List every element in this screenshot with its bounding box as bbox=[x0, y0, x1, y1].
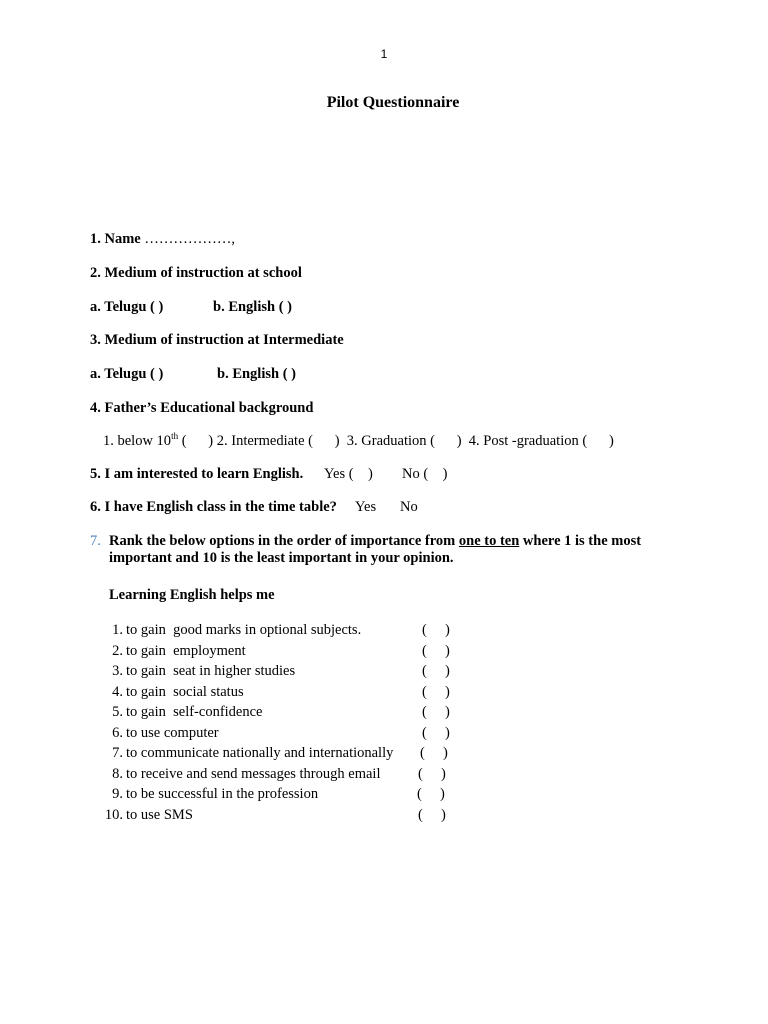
question-name bbox=[90, 230, 235, 248]
question-name-label: 1. Name bbox=[90, 231, 141, 247]
superscript-th: th bbox=[171, 431, 179, 442]
rank-blank: ( ) bbox=[422, 622, 450, 638]
question-father-education: 4. Father’s Educational background bbox=[90, 400, 314, 416]
name-blank: ………………, bbox=[144, 231, 235, 247]
option-school-english: b. English ( ) bbox=[213, 299, 292, 315]
rank-text-post: where 1 is the most bbox=[519, 533, 642, 549]
list-item-text: to gain seat in higher studies bbox=[126, 663, 296, 679]
question-medium-school: 2. Medium of instruction at school bbox=[90, 265, 302, 281]
option-remaining-levels: ( ) 2. Intermediate ( ) 3. Graduation ( ) 4. Post -graduation ( ) bbox=[178, 433, 614, 449]
list-item-number: 7. bbox=[112, 745, 123, 761]
list-item-number: 5. bbox=[112, 704, 123, 720]
question-english-class: 6. I have English class in the time table? bbox=[90, 499, 337, 515]
rank-list bbox=[101, 621, 481, 831]
page-number: 1 bbox=[380, 47, 388, 61]
question-interest-english: 5. I am interested to learn English. bbox=[90, 466, 304, 482]
rank-blank: ( ) bbox=[418, 765, 446, 782]
list-item-text: to use SMS bbox=[126, 806, 193, 823]
option-school-telugu: a. Telugu ( ) bbox=[90, 299, 164, 315]
list-item-text: to use computer bbox=[126, 724, 219, 741]
father-education-options bbox=[103, 432, 614, 450]
list-item-number: 10. bbox=[104, 806, 123, 823]
rank-blank: ( ) bbox=[422, 704, 450, 720]
rank-subheading: Learning English helps me bbox=[109, 587, 275, 603]
list-item-number: 2. bbox=[112, 642, 123, 659]
page-title: Pilot Questionnaire bbox=[326, 94, 460, 111]
list-item-text: to gain good marks in optional subjects. bbox=[126, 622, 362, 638]
rank-blank: ( ) bbox=[417, 786, 445, 802]
list-item-number: 6. bbox=[112, 724, 123, 741]
option-interest-yes: Yes ( ) bbox=[324, 466, 373, 482]
rank-blank: ( ) bbox=[420, 745, 448, 761]
rank-text-pre: Rank the below options in the order of importance from bbox=[109, 533, 459, 549]
list-item-number: 8. bbox=[112, 765, 123, 782]
question-rank-line1 bbox=[109, 532, 641, 550]
option-interest-no: No ( ) bbox=[402, 466, 448, 482]
rank-text-underline: one to ten bbox=[458, 533, 520, 549]
option-class-no: No bbox=[400, 499, 418, 515]
list-item-text: to gain social status bbox=[126, 683, 244, 700]
rank-blank: ( ) bbox=[422, 683, 450, 700]
list-item-text: to receive and send messages through email bbox=[126, 765, 381, 782]
list-item-number: 9. bbox=[112, 786, 123, 802]
question-rank-number: 7. bbox=[90, 533, 101, 549]
list-item-number: 1. bbox=[112, 622, 123, 638]
list-item-text: to be successful in the profession bbox=[126, 786, 319, 802]
list-item-text: to gain self-confidence bbox=[126, 704, 263, 720]
rank-blank: ( ) bbox=[422, 724, 450, 741]
list-item-text: to communicate nationally and internationally bbox=[126, 745, 394, 761]
option-intermediate-english: b. English ( ) bbox=[217, 366, 296, 382]
list-item-number: 3. bbox=[112, 663, 123, 679]
option-class-yes: Yes bbox=[355, 499, 377, 515]
option-intermediate-telugu: a. Telugu ( ) bbox=[90, 366, 164, 382]
list-item-text: to gain employment bbox=[126, 642, 246, 659]
list-item-number: 4. bbox=[112, 683, 123, 700]
question-rank-line2: important and 10 is the least important in your opinion. bbox=[109, 550, 454, 566]
rank-blank: ( ) bbox=[422, 642, 450, 659]
rank-blank: ( ) bbox=[418, 806, 446, 823]
option-below-10th: 1. below 10 bbox=[103, 433, 172, 449]
question-medium-intermediate: 3. Medium of instruction at Intermediate bbox=[90, 332, 344, 348]
rank-blank: ( ) bbox=[422, 663, 450, 679]
